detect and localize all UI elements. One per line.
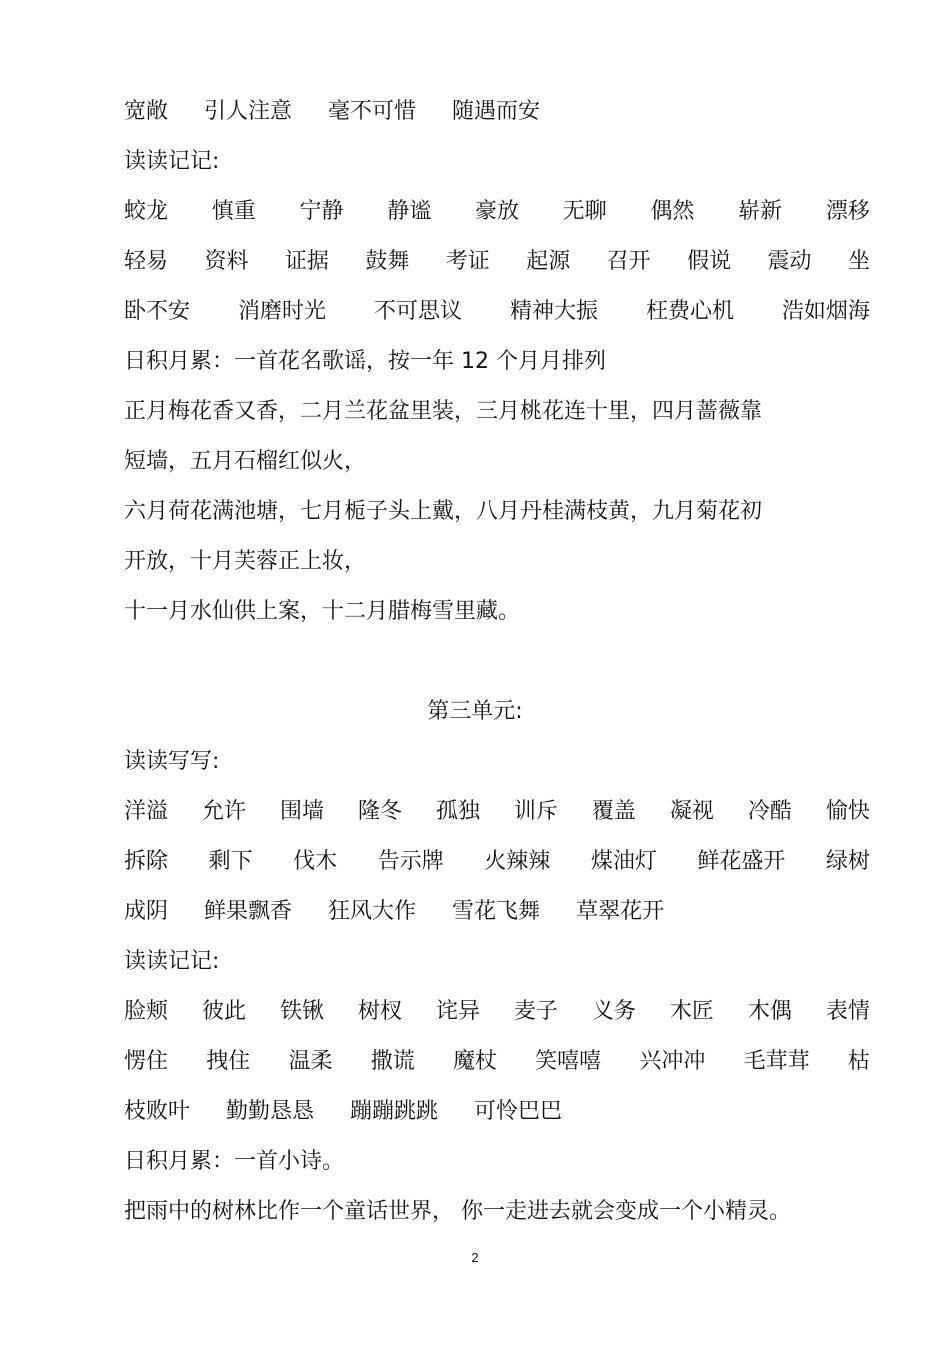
vocabulary-word: 枝败叶	[124, 1099, 191, 1124]
vocabulary-word: 震动	[767, 249, 812, 274]
vocabulary-word: 伐木	[293, 849, 338, 874]
vocabulary-word: 冷酷	[747, 799, 792, 824]
text-line: 读读记记:	[124, 949, 220, 974]
vocabulary-word: 毛茸茸	[743, 1049, 810, 1074]
vocabulary-word: 狂风大作	[328, 899, 417, 924]
vocabulary-word: 无聊	[562, 199, 607, 224]
word-row	[124, 1042, 870, 1082]
vocabulary-word: 魔杖	[452, 1049, 497, 1074]
vocabulary-row	[124, 842, 870, 882]
vocabulary-word: 绿树	[825, 849, 870, 874]
vocabulary-word: 消磨时光	[237, 299, 326, 324]
vocabulary-word: 诧异	[435, 999, 480, 1024]
section-heading: 第三单元:	[427, 699, 523, 724]
vocabulary-word: 慎重	[211, 199, 256, 224]
word-row	[124, 892, 870, 932]
text-line: 十一月水仙供上案，十二月腊梅雪里藏。	[124, 599, 521, 624]
page-number: 2	[471, 1250, 479, 1265]
vocabulary-word: 允许	[201, 799, 246, 824]
vocabulary-word: 隆冬	[357, 799, 402, 824]
vocabulary-word: 引人注意	[204, 99, 293, 124]
vocabulary-word: 凝视	[669, 799, 714, 824]
vocabulary-row	[124, 242, 870, 282]
vocabulary-word: 枯	[847, 1049, 870, 1074]
word-row	[124, 292, 870, 332]
vocabulary-word: 轻易	[124, 249, 169, 274]
word-row	[124, 992, 870, 1032]
vocabulary-row	[124, 792, 870, 832]
vocabulary-word: 愣住	[124, 1049, 169, 1074]
word-row	[124, 792, 870, 832]
vocabulary-word: 彼此	[201, 999, 246, 1024]
word-row	[124, 242, 870, 282]
vocabulary-row	[124, 992, 870, 1032]
vocabulary-word: 洋溢	[124, 799, 169, 824]
vocabulary-word: 不可思议	[373, 299, 462, 324]
vocabulary-word: 资料	[204, 249, 249, 274]
vocabulary-word: 义务	[591, 999, 636, 1024]
text-line: 把雨中的树林比作一个童话世界， 你一走进去就会变成一个小精灵。	[124, 1199, 791, 1224]
text-line: 日积月累：一首花名歌谣，按一年 12 个月月排列	[124, 349, 606, 374]
vocabulary-word: 训斥	[513, 799, 558, 824]
vocabulary-word: 麦子	[513, 999, 558, 1024]
text-line: 读读记记:	[124, 149, 220, 174]
vocabulary-row	[124, 192, 870, 232]
vocabulary-word: 表情	[825, 999, 870, 1024]
vocabulary-word: 覆盖	[591, 799, 636, 824]
vocabulary-word: 豪放	[474, 199, 519, 224]
vocabulary-word: 兴冲冲	[639, 1049, 706, 1074]
vocabulary-row	[124, 92, 870, 132]
vocabulary-word: 围墙	[279, 799, 324, 824]
vocabulary-word: 鲜花盛开	[697, 849, 786, 874]
vocabulary-word: 告示牌	[377, 849, 444, 874]
vocabulary-word: 煤油灯	[590, 849, 657, 874]
vocabulary-word: 鼓舞	[365, 249, 410, 274]
vocabulary-word: 愉快	[825, 799, 870, 824]
vocabulary-word: 静谧	[387, 199, 432, 224]
vocabulary-word: 宽敞	[124, 99, 169, 124]
word-row	[124, 92, 870, 132]
vocabulary-word: 勤勤恳恳	[226, 1099, 315, 1124]
vocabulary-word: 剩下	[208, 849, 253, 874]
vocabulary-word: 考证	[445, 249, 490, 274]
word-row	[124, 842, 870, 882]
vocabulary-word: 温柔	[288, 1049, 333, 1074]
vocabulary-word: 精神大振	[509, 299, 598, 324]
text-line: 短墙，五月石榴红似火，	[124, 449, 367, 474]
vocabulary-word: 假说	[687, 249, 732, 274]
vocabulary-word: 雪花飞舞	[452, 899, 541, 924]
text-line: 开放，十月芙蓉正上妆，	[124, 549, 367, 574]
vocabulary-word: 卧不安	[124, 299, 191, 324]
vocabulary-word: 木匠	[669, 999, 714, 1024]
vocabulary-word: 草翠花开	[576, 899, 665, 924]
vocabulary-word: 崭新	[738, 199, 783, 224]
vocabulary-word: 铁锹	[279, 999, 324, 1024]
vocabulary-word: 鲜果飘香	[204, 899, 293, 924]
vocabulary-word: 浩如烟海	[781, 299, 870, 324]
vocabulary-word: 笑嘻嘻	[535, 1049, 602, 1074]
word-row	[124, 192, 870, 232]
vocabulary-row	[124, 892, 870, 932]
text-line: 日积月累：一首小诗。	[124, 1149, 345, 1174]
vocabulary-row	[124, 292, 870, 332]
vocabulary-word: 树杈	[357, 999, 402, 1024]
vocabulary-word: 枉费心机	[645, 299, 734, 324]
vocabulary-word: 起源	[526, 249, 571, 274]
vocabulary-word: 偶然	[650, 199, 695, 224]
word-row	[124, 1092, 870, 1132]
vocabulary-word: 随遇而安	[452, 99, 541, 124]
vocabulary-word: 蛟龙	[124, 199, 169, 224]
vocabulary-word: 拆除	[124, 849, 169, 874]
vocabulary-word: 坐	[847, 249, 870, 274]
vocabulary-word: 召开	[606, 249, 651, 274]
vocabulary-row	[124, 1092, 870, 1132]
text-line: 正月梅花香又香，二月兰花盆里装，三月桃花连十里，四月蔷薇靠	[124, 399, 763, 424]
vocabulary-word: 证据	[284, 249, 329, 274]
vocabulary-row	[124, 1042, 870, 1082]
vocabulary-word: 漂移	[825, 199, 870, 224]
vocabulary-word: 孤独	[435, 799, 480, 824]
vocabulary-word: 可怜巴巴	[474, 1099, 563, 1124]
vocabulary-word: 火辣辣	[484, 849, 551, 874]
text-line: 六月荷花满池塘，七月栀子头上戴，八月丹桂满枝黄，九月菊花初	[124, 499, 763, 524]
text-line: 读读写写:	[124, 749, 220, 774]
vocabulary-word: 成阴	[124, 899, 169, 924]
vocabulary-word: 脸颊	[124, 999, 169, 1024]
vocabulary-word: 蹦蹦跳跳	[350, 1099, 439, 1124]
vocabulary-word: 毫不可惜	[328, 99, 417, 124]
vocabulary-word: 撒谎	[370, 1049, 415, 1074]
vocabulary-word: 拽住	[206, 1049, 251, 1074]
vocabulary-word: 木偶	[747, 999, 792, 1024]
vocabulary-word: 宁静	[299, 199, 344, 224]
